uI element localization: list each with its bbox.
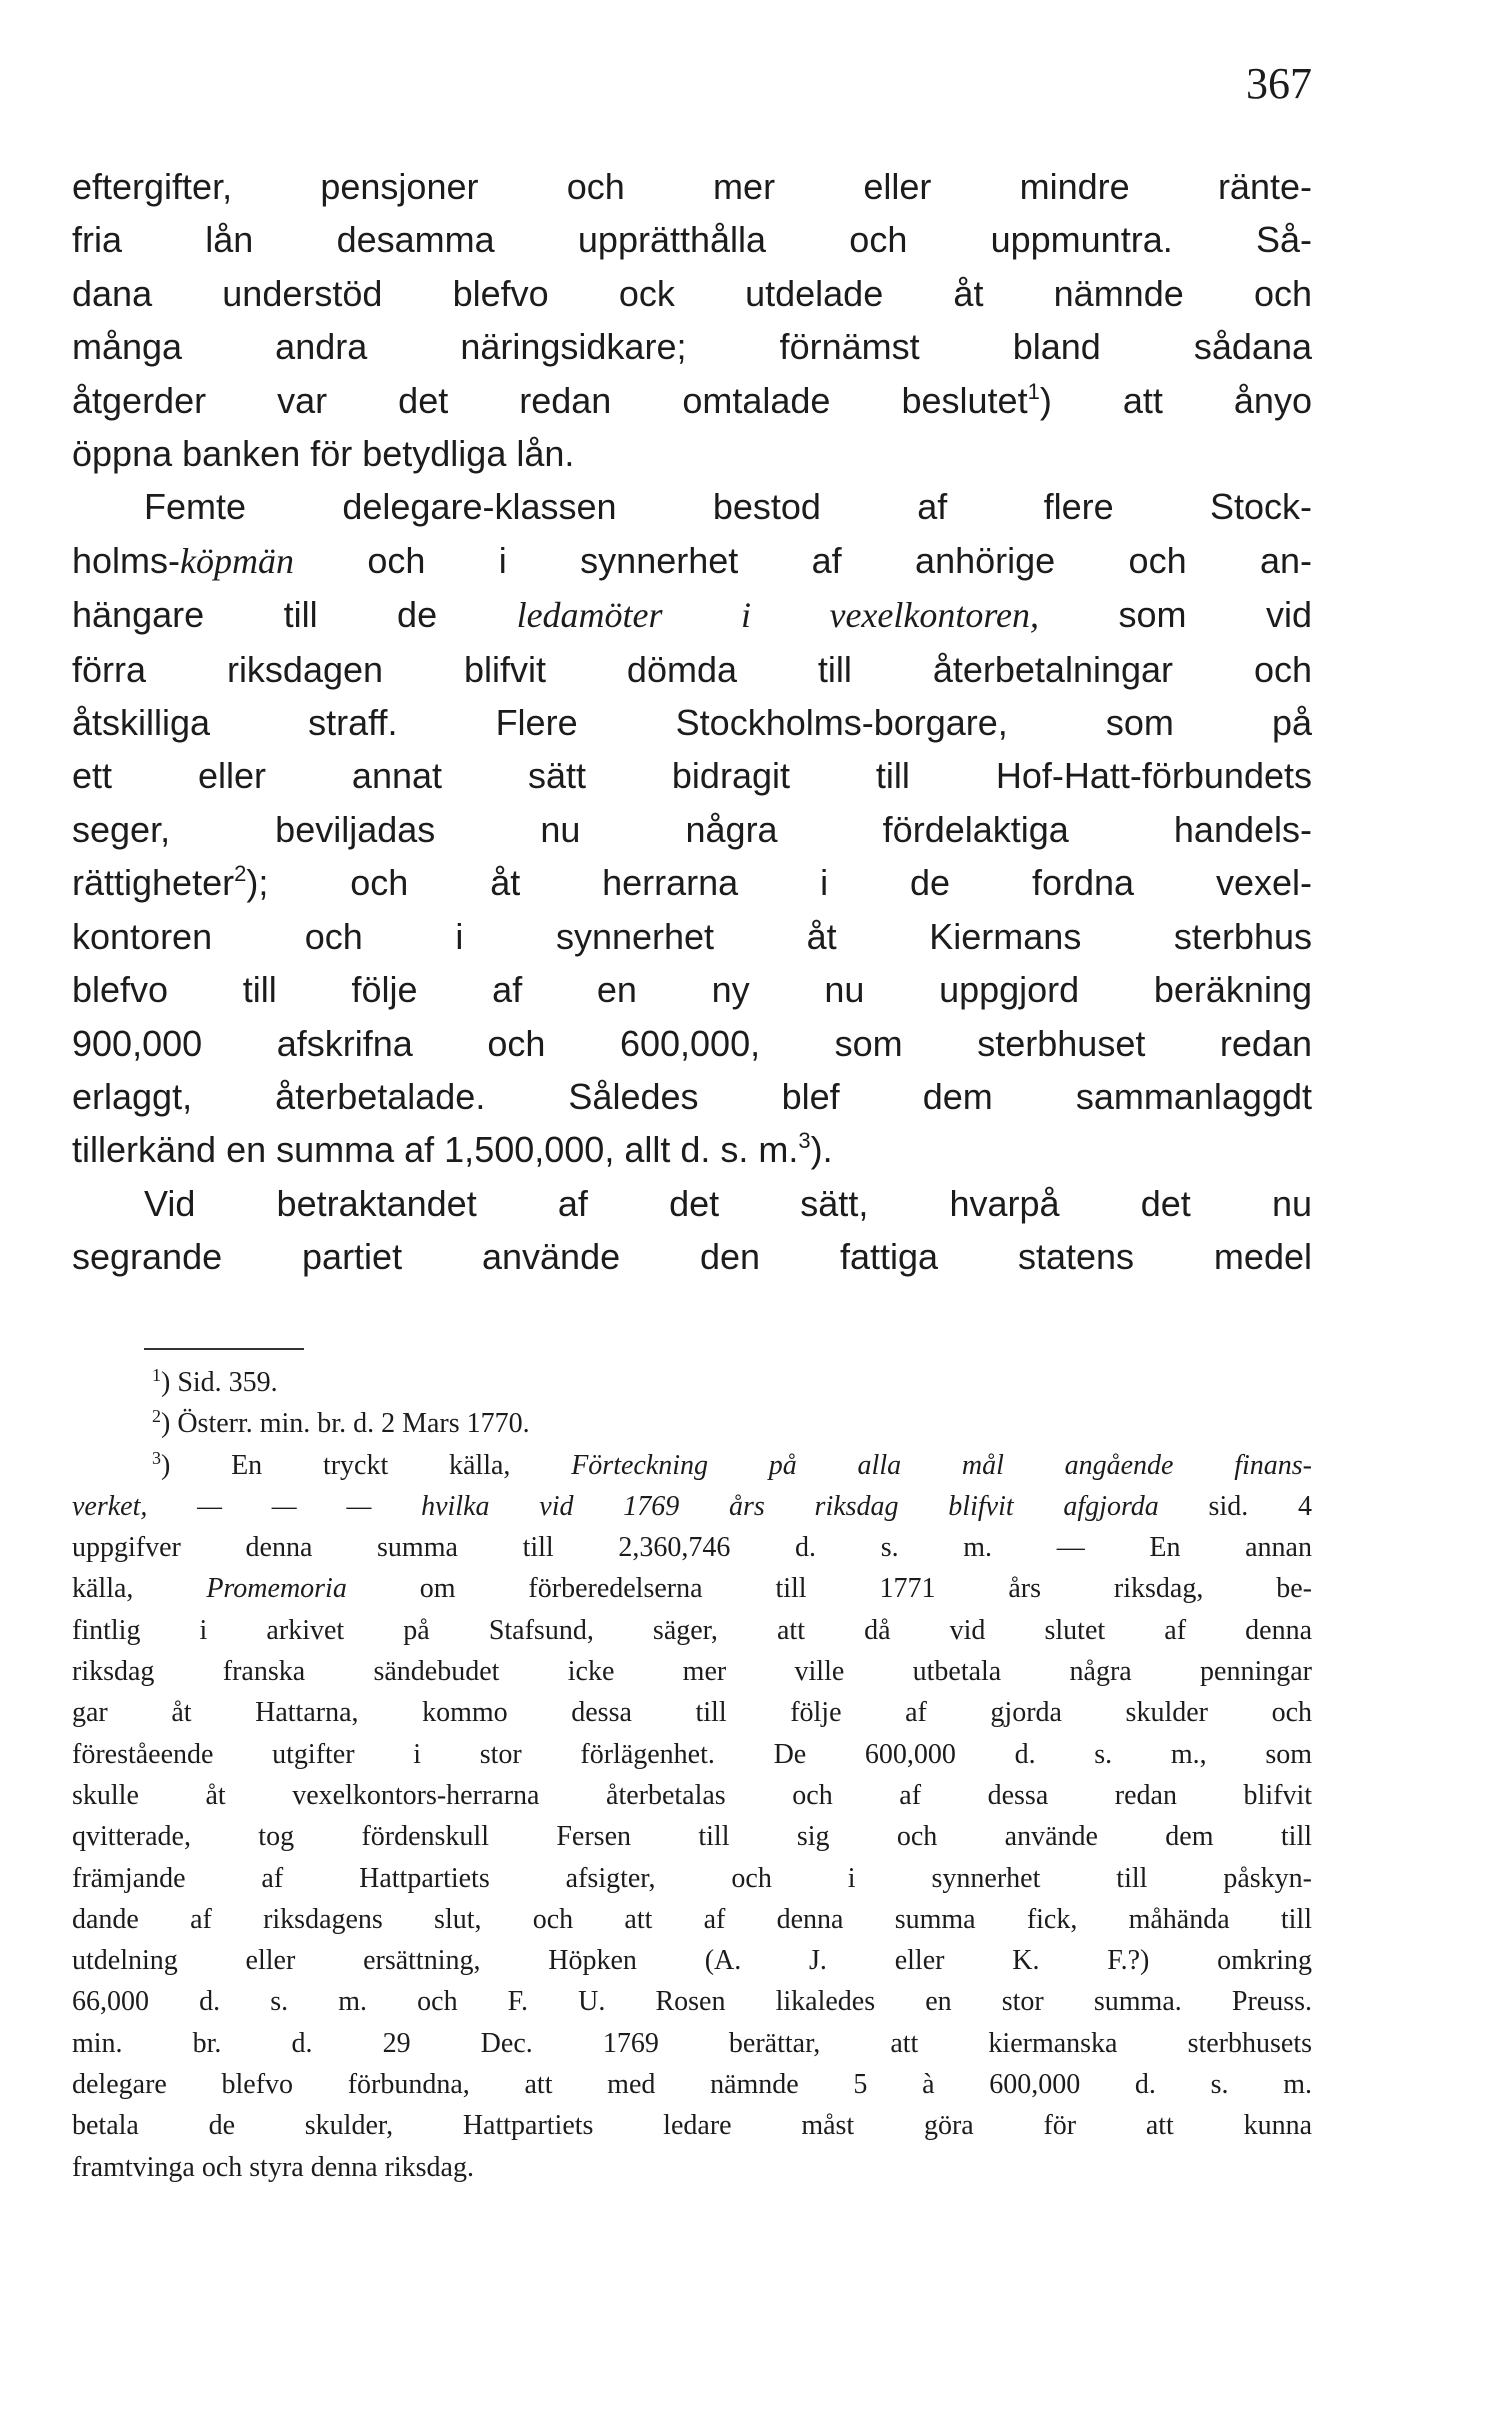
text-line: segrande partiet använde den fattiga statens medel xyxy=(72,1236,1312,1278)
footnote-line: främjande af Hattpartiets afsigter, och i synnerhet till påskyn- xyxy=(72,1862,1312,1894)
footnote-line: betala de skulder, Hattpartiets ledare måst göra för att kunna xyxy=(72,2110,1312,2142)
text-line: fria lån desamma upprätthålla och uppmuntra. Så- xyxy=(72,219,1312,261)
text-line: Vid betraktandet af det sätt, hvarpå det nu xyxy=(144,1182,1312,1224)
book-page xyxy=(72,40,1312,2380)
footnote-line: dande af riksdagens slut, och att af denna summa fick, måhända till xyxy=(72,1903,1312,1935)
footnote-line: skulle åt vexelkontors-herrarna återbetalas och af dessa redan blifvit xyxy=(72,1779,1312,1811)
footnote-ref-2[interactable]: 2 xyxy=(234,861,247,887)
text-line: åtskilliga straff. Flere Stockholms-borgare, som på xyxy=(72,702,1312,744)
text-line: eftergifter, pensjoner och mer eller mindre ränte- xyxy=(72,166,1312,207)
text-line: hängare till de ledamöter i vexelkontoren, som vid xyxy=(72,594,1312,636)
footnote-line: qvitterade, tog fördenskull Fersen till sig och använde dem till xyxy=(72,1821,1312,1853)
footnote-line: verket, — — — hvilka vid 1769 års riksdag blifvit afgjorda sid. 4 xyxy=(72,1490,1312,1522)
footnote-line: utdelning eller ersättning, Höpken (A. J. eller K. F.?) omkring xyxy=(72,1945,1312,1977)
footnote-1: $^1$) Sid. 359. xyxy=(152,1365,278,1398)
footnote-line: riksdag franska sändebudet icke mer ville utbetala några penningar xyxy=(72,1656,1312,1688)
footnote-line: min. br. d. 29 Dec. 1769 berättar, att kiermanska sterbhusets xyxy=(72,2027,1312,2059)
footnote-ref-3[interactable]: 3 xyxy=(798,1128,811,1154)
footnote-line: uppgifver denna summa till 2,360,746 d. s. m. — En annan xyxy=(72,1532,1312,1564)
footnote-2: $^2$) Österr. min. br. d. 2 Mars 1770. xyxy=(152,1406,530,1440)
text-line: ett eller annat sätt bidragit till Hof-Hatt-förbundets xyxy=(72,755,1312,797)
footnote-line: 66,000 d. s. m. och F. U. Rosen likaledes en stor summa. Preuss. xyxy=(72,1986,1312,2018)
text-line: holms-köpmän och i synnerhet af anhörige och an- xyxy=(72,539,1312,581)
footnotes xyxy=(72,1362,1312,2188)
main-text xyxy=(72,160,1312,1284)
text-line: tillerkänd en summa af 1,500,000, allt d. s. m.$^3$). xyxy=(72,1128,833,1171)
footnote-line: fintlig i arkivet på Stafsund, säger, att då vid slutet af denna xyxy=(72,1614,1312,1646)
text-line: rättigheter$^2$); och åt herrarna i de fordna vexel- xyxy=(72,861,1312,904)
footnote-divider xyxy=(144,1348,304,1350)
text-line: Femte delegare-klassen bestod af flere Stock- xyxy=(144,486,1312,528)
text-line: kontoren och i synnerhet åt Kiermans sterbhus xyxy=(72,915,1312,957)
footnote-line: gar åt Hattarna, kommo dessa till följe af gjorda skulder och xyxy=(72,1697,1312,1729)
footnote-3: $^3$) En tryckt källa, Förteckning på alla mål angående finans- xyxy=(152,1447,1312,1481)
footnote-ref-1[interactable]: 1 xyxy=(1027,378,1040,404)
footnote-line: framtvinga och styra denna riksdag. xyxy=(72,2151,474,2183)
text-line: seger, beviljadas nu några fördelaktiga handels- xyxy=(72,808,1312,850)
text-line: dana understöd blefvo ock utdelade åt nämnde och xyxy=(72,272,1312,314)
page-number: 367 xyxy=(1246,59,1312,108)
text-line: öppna banken för betydliga lån. xyxy=(72,433,575,475)
text-line: 900,000 afskrifna och 600,000, som sterbhuset redan xyxy=(72,1022,1312,1064)
text-line: erlaggt, återbetalade. Således blef dem sammanlaggdt xyxy=(72,1075,1312,1117)
text-line: förra riksdagen blifvit dömda till återbetalningar och xyxy=(72,648,1312,690)
footnote-line: källa, Promemoria om förberedelserna till 1771 års riksdag, be- xyxy=(72,1573,1312,1605)
text-line: åtgerder var det redan omtalade beslutet$^1$) att ånyo xyxy=(72,378,1312,421)
footnote-line: delegare blefvo förbundna, att med nämnde 5 à 600,000 d. s. m. xyxy=(72,2069,1312,2101)
text-line: många andra näringsidkare; förnämst bland sådana xyxy=(72,326,1312,368)
footnote-line: föreståeende utgifter i stor förlägenhet. De 600,000 d. s. m., som xyxy=(72,1738,1312,1770)
text-line: blefvo till följe af en ny nu uppgjord beräkning xyxy=(72,969,1312,1011)
